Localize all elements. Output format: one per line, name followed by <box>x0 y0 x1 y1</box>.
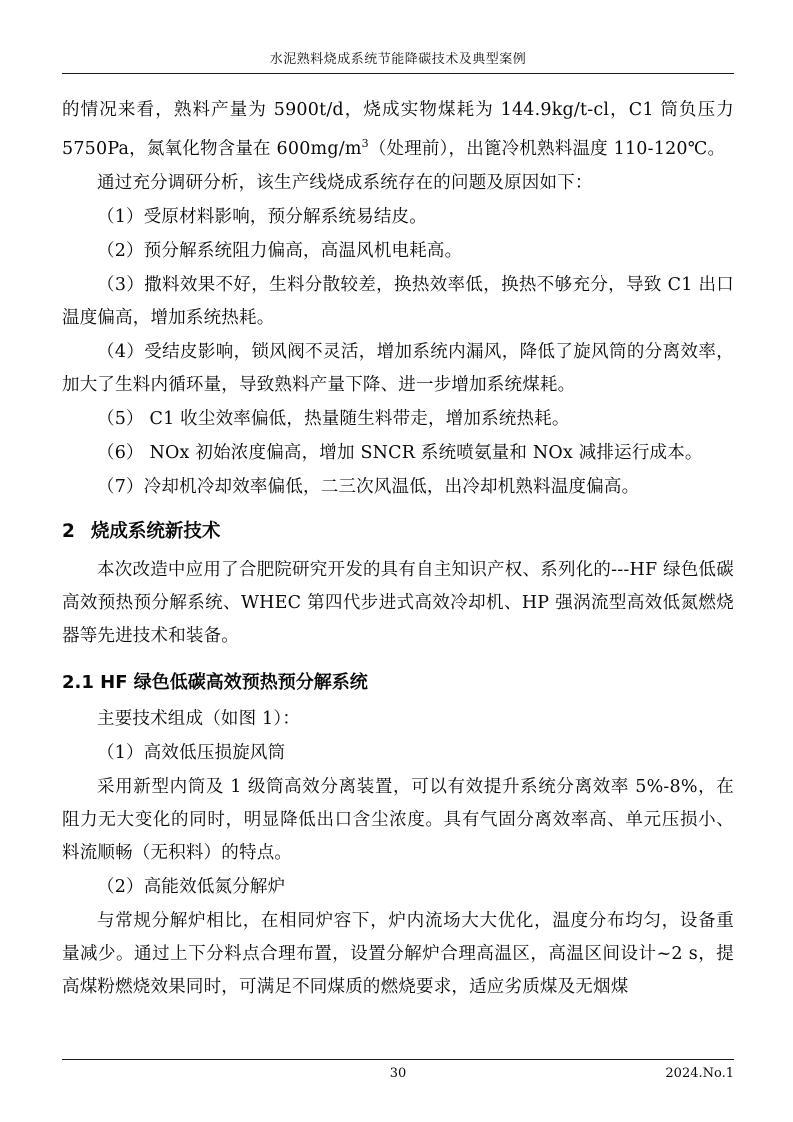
list-item: （2）预分解系统阻力偏高，高温风机电耗高。 <box>97 240 463 261</box>
running-header: 水泥熟料烧成系统节能降碳技术及典型案例 <box>269 52 527 67</box>
subsection-item-1-title: （1）高效低压损旋风筒 <box>97 742 286 763</box>
list-item: （3）撒料效果不好，生料分散较差，换热效率低，换热不够充分，导致 C1 出口温度偏高，增加系统热耗。 <box>62 274 734 328</box>
paragraph-continued-tail: （处理前），出篦冷机熟料温度 110-120℃。 <box>368 138 726 159</box>
paragraph-continued-text: 的情况来看，熟料产量为 5900t/d，烧成实物煤耗为 144.9kg/t-cl，C1 筒负压力 5750Pa，氮氧化物含量在 600mg/m <box>62 100 734 159</box>
header-divider <box>62 73 734 74</box>
footer-row <box>62 1066 734 1086</box>
page-content <box>62 48 734 1005</box>
subsection-heading-2-1: 2.1 HF 绿色低碳高效预热预分解系统 <box>62 671 368 693</box>
list-item: （6） NOx 初始浓度偏高，增加 SNCR 系统喷氨量和 NOx 减排运行成本。 <box>97 442 703 463</box>
list-item: （5） C1 收尘效率偏低，热量随生料带走，增加系统热耗。 <box>97 408 570 429</box>
paragraph-continued <box>62 94 734 166</box>
subsection-item-2-paragraph: 与常规分解炉相比，在相同炉容下，炉内流场大大优化，温度分布均匀，设备重量减少。通过上下分料点合理布置，设置分解炉合理高温区，高温区间设计~2 s，提高煤粉燃烧效果同时，可满足不同煤质的燃烧要求，适应劣质煤及无烟煤 <box>62 910 734 997</box>
page-footer <box>62 1059 734 1086</box>
paragraph-intro: 通过充分调研分析，该生产线烧成系统存在的问题及原因如下： <box>97 172 593 193</box>
list-item: （7）冷却机冷却效率偏低，二三次风温低，出冷却机熟料温度偏高。 <box>97 476 640 497</box>
section-number: 2 <box>62 520 75 542</box>
subsection-lead-paragraph: 主要技术组成（如图 1）： <box>97 708 301 729</box>
footer-divider <box>62 1059 734 1060</box>
section-heading-2 <box>62 516 734 548</box>
page-number: 30 <box>389 1066 407 1081</box>
list-item: （4）受结皮影响，锁风阀不灵活，增加系统内漏风，降低了旋风筒的分离效率，加大了生料内循环量，导致熟料产量下降、进一步增加系统煤耗。 <box>62 341 734 395</box>
section-title: 烧成系统新技术 <box>90 520 221 542</box>
subsection-item-1-paragraph: 采用新型内筒及 1 级筒高效分离装置，可以有效提升系统分离效率 5%-8%，在阻力无大变化的同时，明显降低出口含尘浓度。具有气固分离效率高、单元压损小、料流顺畅（无积料）的特点。 <box>62 776 734 863</box>
subsection-item-2-title: （2）高能效低氮分解炉 <box>97 876 286 897</box>
list-item: （1）受原材料影响，预分解系统易结皮。 <box>97 206 427 227</box>
issue-label: 2024.No.1 <box>665 1066 734 1081</box>
section2-paragraph: 本次改造中应用了合肥院研究开发的具有自主知识产权、系列化的---HF 绿色低碳高效预热预分解系统、WHEC 第四代步进式高效冷却机、HP 强涡流型高效低氮燃烧器等先进技术和装备。 <box>62 559 734 646</box>
superscript-three: 3 <box>361 137 369 150</box>
